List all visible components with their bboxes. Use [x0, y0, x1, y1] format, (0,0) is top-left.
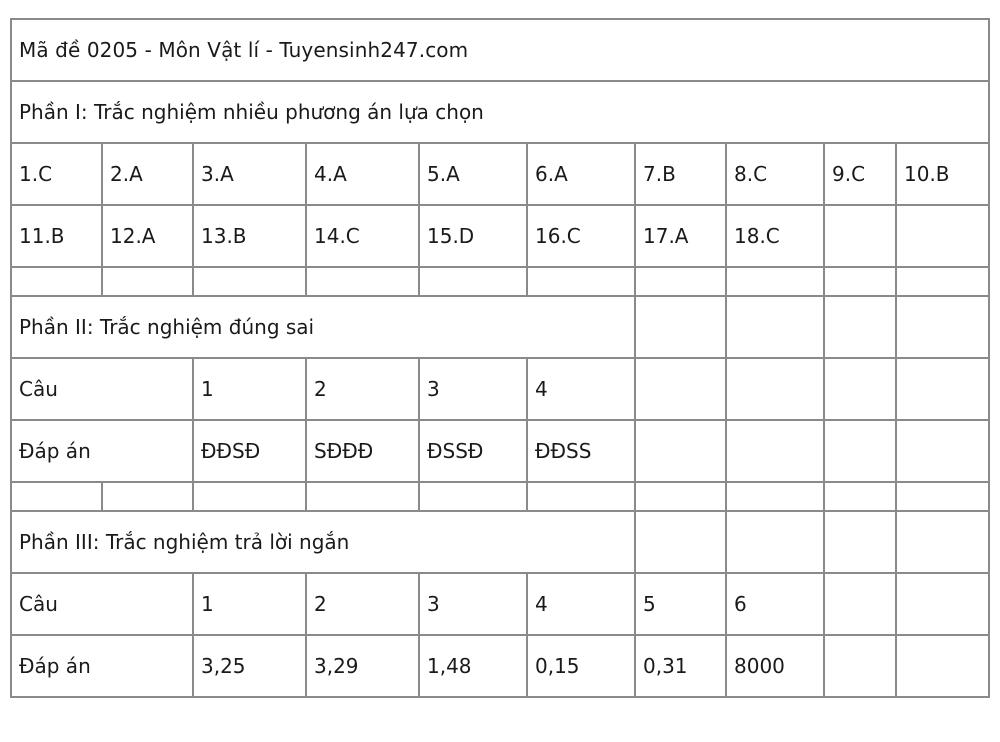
table-cell: 1 — [193, 358, 306, 420]
part2-heading: Phần II: Trắc nghiệm đúng sai — [11, 296, 635, 358]
part1-answers-row-2 — [11, 205, 989, 267]
empty-cell — [635, 358, 726, 420]
empty-cell — [11, 267, 102, 296]
table-cell: 11.B — [11, 205, 102, 267]
exam-title — [11, 19, 989, 81]
empty-cell — [896, 635, 989, 697]
empty-cell — [824, 635, 896, 697]
empty-cell — [635, 482, 726, 511]
table-cell: 12.A — [102, 205, 193, 267]
table-cell: 13.B — [193, 205, 306, 267]
table-cell: 18.C — [726, 205, 824, 267]
table-cell: ĐĐSS — [527, 420, 635, 482]
part2-question-label: Câu — [11, 358, 193, 420]
table-cell: 8000 — [726, 635, 824, 697]
empty-cell — [896, 482, 989, 511]
table-cell — [896, 205, 989, 267]
empty-cell — [896, 420, 989, 482]
table-cell: 1.C — [11, 143, 102, 205]
table-cell — [824, 205, 896, 267]
table-cell: 2 — [306, 358, 419, 420]
table-cell: 16.C — [527, 205, 635, 267]
empty-cell — [193, 482, 306, 511]
empty-cell — [726, 420, 824, 482]
empty-cell — [896, 573, 989, 635]
table-cell: 3,25 — [193, 635, 306, 697]
empty-cell — [419, 267, 527, 296]
empty-cell — [824, 420, 896, 482]
table-cell: 5.A — [419, 143, 527, 205]
table-cell: 14.C — [306, 205, 419, 267]
spacer-row — [11, 267, 989, 296]
empty-cell — [824, 573, 896, 635]
empty-cell — [896, 358, 989, 420]
empty-cell — [726, 482, 824, 511]
part1-heading-row — [11, 81, 989, 143]
table-cell: 9.C — [824, 143, 896, 205]
table-cell: 3,29 — [306, 635, 419, 697]
table-cell: 3 — [419, 573, 527, 635]
empty-cell — [193, 267, 306, 296]
table-cell: 10.B — [896, 143, 989, 205]
answer-key-table — [10, 18, 990, 698]
empty-cell — [824, 358, 896, 420]
empty-cell — [635, 296, 726, 358]
table-cell: 8.C — [726, 143, 824, 205]
table-cell: SĐĐĐ — [306, 420, 419, 482]
empty-cell — [726, 511, 824, 573]
table-cell: ĐSSĐ — [419, 420, 527, 482]
spacer-row — [11, 482, 989, 511]
table-cell: 1,48 — [419, 635, 527, 697]
part2-question-row — [11, 358, 989, 420]
part3-answer-row — [11, 635, 989, 697]
table-cell: 2 — [306, 573, 419, 635]
empty-cell — [726, 296, 824, 358]
part1-heading: Phần I: Trắc nghiệm nhiều phương án lựa chọn — [11, 81, 989, 143]
empty-cell — [306, 267, 419, 296]
table-cell: 15.D — [419, 205, 527, 267]
table-cell: 17.A — [635, 205, 726, 267]
empty-cell — [726, 267, 824, 296]
table-cell: 0,31 — [635, 635, 726, 697]
empty-cell — [11, 482, 102, 511]
part3-question-row — [11, 573, 989, 635]
exam-title-text: Mã đề 0205 - Môn Vật lí - Tuyensinh247.com — [19, 38, 469, 62]
empty-cell — [635, 420, 726, 482]
table-cell: 7.B — [635, 143, 726, 205]
table-cell: 6 — [726, 573, 824, 635]
empty-cell — [527, 482, 635, 511]
table-cell: 2.A — [102, 143, 193, 205]
empty-cell — [527, 267, 635, 296]
empty-cell — [824, 296, 896, 358]
empty-cell — [306, 482, 419, 511]
empty-cell — [635, 267, 726, 296]
table-cell: 5 — [635, 573, 726, 635]
table-cell: 0,15 — [527, 635, 635, 697]
table-cell: ĐĐSĐ — [193, 420, 306, 482]
title-row — [11, 19, 989, 81]
empty-cell — [896, 511, 989, 573]
table-cell: 4.A — [306, 143, 419, 205]
table-cell: 4 — [527, 358, 635, 420]
empty-cell — [896, 267, 989, 296]
empty-cell — [635, 511, 726, 573]
empty-cell — [896, 296, 989, 358]
table-cell: 1 — [193, 573, 306, 635]
table-cell: 3 — [419, 358, 527, 420]
empty-cell — [102, 482, 193, 511]
part2-answer-label: Đáp án — [11, 420, 193, 482]
part3-question-label: Câu — [11, 573, 193, 635]
empty-cell — [726, 358, 824, 420]
part2-heading-row — [11, 296, 989, 358]
part3-answer-label: Đáp án — [11, 635, 193, 697]
table-cell: 4 — [527, 573, 635, 635]
empty-cell — [102, 267, 193, 296]
part3-heading: Phần III: Trắc nghiệm trả lời ngắn — [11, 511, 635, 573]
table-cell: 3.A — [193, 143, 306, 205]
table-cell: 6.A — [527, 143, 635, 205]
part1-answers-row-1 — [11, 143, 989, 205]
empty-cell — [824, 482, 896, 511]
empty-cell — [824, 511, 896, 573]
part2-answer-row — [11, 420, 989, 482]
empty-cell — [419, 482, 527, 511]
empty-cell — [824, 267, 896, 296]
part3-heading-row — [11, 511, 989, 573]
